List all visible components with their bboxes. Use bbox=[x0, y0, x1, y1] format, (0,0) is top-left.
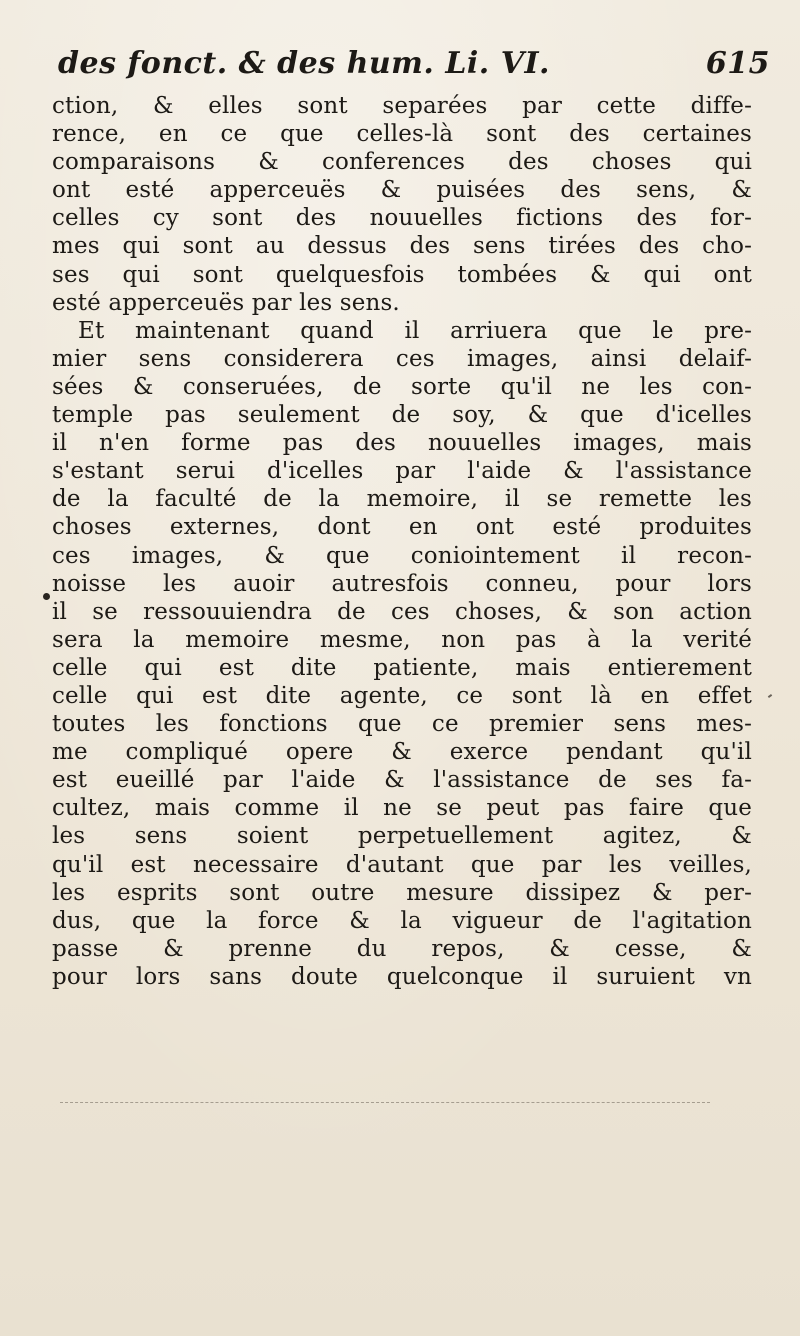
text-line: toutes les fonctions que ce premier sens mes- bbox=[52, 711, 752, 738]
text-line: sées & conseruées, de sorte qu'il ne les con- bbox=[52, 373, 752, 400]
text-line: ces images, & que coniointement il recon- bbox=[52, 542, 752, 569]
text-line: de la faculté de la memoire, il se remette les bbox=[52, 486, 752, 513]
text-line: est eueillé par l'aide & l'assistance de ses fa- bbox=[52, 767, 752, 794]
margin-speck bbox=[768, 694, 772, 698]
margin-mark-icon bbox=[43, 593, 50, 600]
text-line: mes qui sont au dessus des sens tirées des cho- bbox=[52, 233, 752, 260]
text-line: me compliqué opere & exerce pendant qu'il bbox=[52, 739, 752, 766]
text-line: Et maintenant quand il arriuera que le pre- bbox=[78, 317, 752, 344]
text-line: mier sens considerera ces images, ainsi delaif- bbox=[52, 345, 752, 372]
bleed-through-marks bbox=[60, 1100, 710, 1103]
text-line: pour lors sans doute quelconque il suruient vn bbox=[52, 963, 752, 990]
text-line: les sens soient perpetuellement agitez, & bbox=[52, 823, 752, 850]
text-line: sera la memoire mesme, non pas à la verité bbox=[52, 626, 752, 653]
text-line: il n'en forme pas des nouuelles images, mais bbox=[52, 430, 752, 457]
text-line: comparaisons & conferences des choses qui bbox=[52, 149, 752, 176]
text-line: noisse les auoir autresfois conneu, pour lors bbox=[52, 570, 752, 597]
text-line: celles cy sont des nouuelles fictions des for- bbox=[52, 205, 752, 232]
text-line: rence, en ce que celles-là sont des certaines bbox=[52, 121, 752, 148]
text-line: ses qui sont quelquesfois tombées & qui ont bbox=[52, 261, 752, 288]
text-line: choses externes, dont en ont esté produites bbox=[52, 514, 752, 541]
text-line: celle qui est dite patiente, mais entierement bbox=[52, 654, 752, 681]
text-line: temple pas seulement de soy, & que d'icelles bbox=[52, 402, 752, 429]
text-line: les esprits sont outre mesure dissipez & per- bbox=[52, 879, 752, 906]
page-number: 615 bbox=[705, 46, 770, 81]
text-line: il se ressouuiendra de ces choses, & son action bbox=[52, 598, 752, 625]
text-line: qu'il est necessaire d'autant que par les veilles, bbox=[52, 851, 752, 878]
text-line: dus, que la force & la vigueur de l'agitation bbox=[52, 907, 752, 934]
body-text bbox=[52, 92, 752, 991]
text-line: ont esté apperceuës & puisées des sens, & bbox=[52, 177, 752, 204]
text-line: celle qui est dite agente, ce sont là en effet bbox=[52, 682, 752, 709]
text-line: esté apperceuës par les sens. bbox=[52, 289, 400, 316]
text-line: cultez, mais comme il ne se peut pas faire que bbox=[52, 795, 752, 822]
text-line: s'estant serui d'icelles par l'aide & l'assistance bbox=[52, 458, 752, 485]
text-line: ction, & elles sont separées par cette diffe- bbox=[52, 93, 752, 119]
text-line: passe & prenne du repos, & cesse, & bbox=[52, 935, 752, 962]
running-header bbox=[58, 40, 770, 88]
running-title: des fonct. & des hum. Li. VI. bbox=[58, 46, 550, 81]
